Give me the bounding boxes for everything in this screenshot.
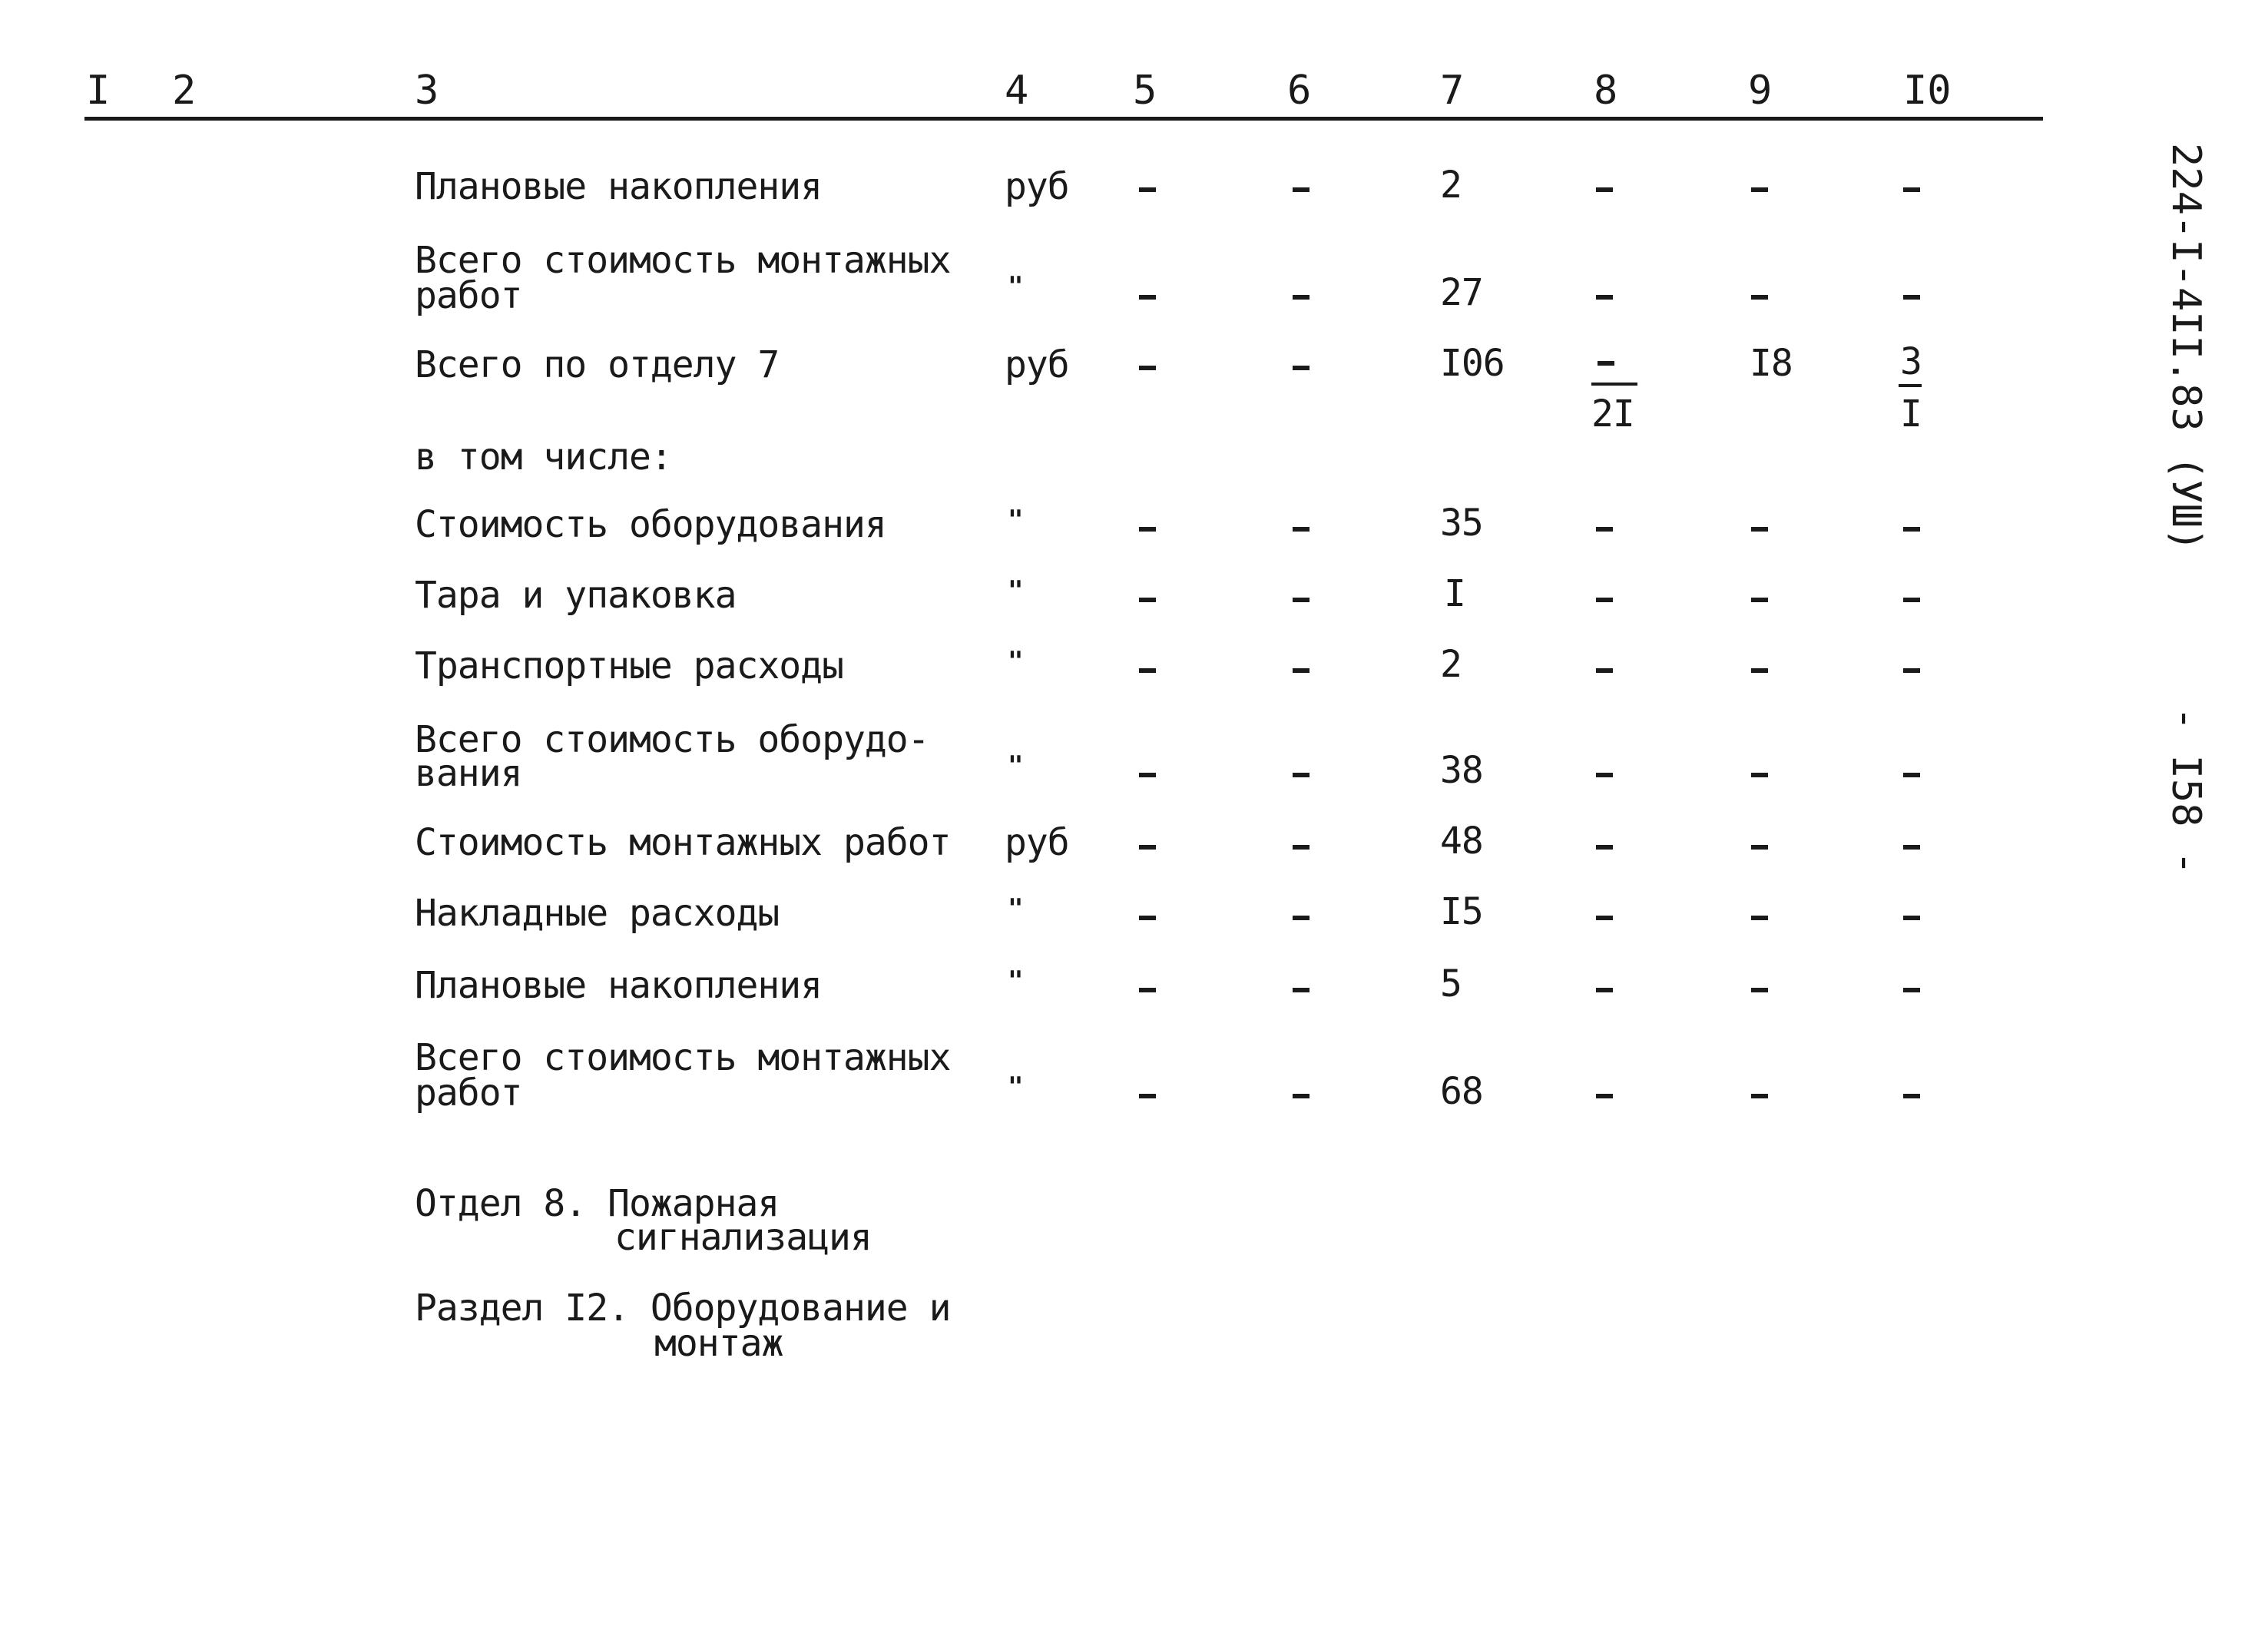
- row-dash-c10: [1903, 845, 1920, 850]
- row-dash-c6: [1293, 527, 1309, 532]
- row-value-c7: 68: [1440, 1070, 1483, 1113]
- row-dash-c10: [1903, 1094, 1920, 1098]
- row-unit: руб: [1005, 343, 1069, 386]
- row-value-c7: 35: [1440, 502, 1483, 545]
- fraction-denominator-c8: 2I: [1591, 393, 1634, 436]
- row-dash-c6: [1293, 598, 1309, 602]
- row-name-line2: вания: [415, 752, 522, 795]
- col-header-3: 3: [415, 68, 439, 114]
- row-value-c7: I06: [1440, 342, 1505, 385]
- row-name: Стоимость оборудования: [415, 503, 886, 546]
- row-dash-c8: [1596, 527, 1613, 532]
- row-dash-c5: [1139, 988, 1156, 992]
- row-name-line1: Всего стоимость монтажных: [415, 239, 951, 282]
- row-dash-c5: [1139, 366, 1156, 370]
- col-header-9: 9: [1748, 68, 1773, 114]
- section-heading-line2: монтаж: [654, 1322, 783, 1365]
- row-dash-c10: [1903, 916, 1920, 920]
- row-dash-c9: [1751, 668, 1768, 673]
- row-dash-c6: [1293, 1094, 1309, 1098]
- section-heading-line1: Раздел I2. Оборудование и: [415, 1287, 951, 1330]
- ditto-mark: ": [1008, 893, 1024, 924]
- section-heading-line1: Отдел 8. Пожарная: [415, 1182, 780, 1225]
- ditto-mark: ": [1008, 1072, 1024, 1102]
- col-header-4: 4: [1005, 68, 1029, 114]
- row-dash-c9: [1751, 1094, 1768, 1098]
- row-value-c7: 5: [1440, 962, 1462, 1005]
- row-dash-c5: [1139, 916, 1156, 920]
- col-header-6: 6: [1287, 68, 1312, 114]
- row-name: Плановые накопления: [415, 964, 823, 1007]
- row-dash-c9: [1751, 916, 1768, 920]
- fraction-line-c8: [1591, 383, 1637, 386]
- row-dash-c6: [1293, 988, 1309, 992]
- fraction-numerator-c10: 3: [1900, 340, 1922, 383]
- row-dash-c10: [1903, 668, 1920, 673]
- ditto-mark: ": [1008, 575, 1024, 606]
- row-value-c9: I8: [1750, 342, 1793, 385]
- row-name: Транспортные расходы: [415, 644, 843, 687]
- row-dash-c5: [1139, 527, 1156, 532]
- row-dash-c10: [1903, 988, 1920, 992]
- row-dash-c6: [1293, 668, 1309, 673]
- fraction-line-c10: [1899, 384, 1922, 387]
- row-value-c7: 27: [1440, 271, 1483, 314]
- row-dash-c8: [1596, 845, 1613, 850]
- row-value-c7: 2: [1440, 643, 1462, 686]
- col-header-10: I0: [1903, 68, 1952, 114]
- document-code: 224-I-4II.83 (УШ): [2163, 143, 2209, 552]
- row-dash-c8: [1596, 187, 1613, 192]
- row-value-c7: I: [1444, 572, 1465, 615]
- row-dash-c10: [1903, 187, 1920, 192]
- row-dash-c5: [1139, 1094, 1156, 1098]
- row-dash-c8: [1596, 773, 1613, 777]
- ditto-mark: ": [1008, 271, 1024, 302]
- row-name: Всего по отделу 7: [415, 343, 780, 386]
- row-dash-c6: [1293, 295, 1309, 300]
- row-dash-c9: [1751, 527, 1768, 532]
- ditto-mark: ": [1008, 966, 1024, 996]
- row-dash-c9: [1751, 598, 1768, 602]
- row-dash-c9: [1751, 187, 1768, 192]
- ditto-mark: ": [1008, 646, 1024, 677]
- row-dash-c10: [1903, 295, 1920, 300]
- row-dash-c6: [1293, 845, 1309, 850]
- row-dash-c5: [1139, 295, 1156, 300]
- row-name: Плановые накопления: [415, 165, 823, 208]
- row-dash-c8: [1596, 668, 1613, 673]
- row-dash-c9: [1751, 295, 1768, 300]
- row-name-line2: работ: [415, 1072, 522, 1115]
- row-name: Тара и упаковка: [415, 574, 737, 617]
- col-header-8: 8: [1594, 68, 1618, 114]
- row-unit: руб: [1005, 821, 1069, 864]
- row-dash-c9: [1751, 988, 1768, 992]
- row-dash-c10: [1903, 598, 1920, 602]
- row-value-c7: 48: [1440, 820, 1483, 863]
- header-rule: [84, 117, 2043, 121]
- ditto-mark: ": [1008, 750, 1024, 781]
- row-value-c7: 38: [1440, 749, 1483, 792]
- row-dash-c5: [1139, 668, 1156, 673]
- row-unit: руб: [1005, 165, 1069, 208]
- fraction-denominator-c10: I: [1900, 393, 1922, 436]
- row-name-line1: Всего стоимость монтажных: [415, 1036, 951, 1079]
- row-dash-c5: [1139, 598, 1156, 602]
- section-heading-line2: сигнализация: [614, 1216, 872, 1259]
- page-number: - I58 -: [2163, 707, 2209, 876]
- col-header-1: I: [86, 68, 111, 114]
- row-value-c7: I5: [1440, 890, 1483, 933]
- row-dash-c10: [1903, 527, 1920, 532]
- row-name-line2: работ: [415, 274, 522, 317]
- col-header-7: 7: [1440, 68, 1465, 114]
- row-dash-c10: [1903, 773, 1920, 777]
- row-dash-c9: [1751, 845, 1768, 850]
- row-dash-c6: [1293, 187, 1309, 192]
- row-dash-c5: [1139, 845, 1156, 850]
- row-dash-c9: [1751, 773, 1768, 777]
- row-value-c7: 2: [1440, 164, 1462, 207]
- row-name: Стоимость монтажных работ: [415, 821, 951, 864]
- ditto-mark: ": [1008, 505, 1024, 535]
- row-dash-c8: [1596, 295, 1613, 300]
- row-subheading: в том числе:: [415, 436, 672, 479]
- col-header-2: 2: [172, 68, 197, 114]
- row-dash-c6: [1293, 916, 1309, 920]
- row-dash-c5: [1139, 773, 1156, 777]
- row-dash-c8: [1596, 988, 1613, 992]
- fraction-numerator-dash-c8: [1598, 361, 1614, 366]
- row-dash-c8: [1596, 598, 1613, 602]
- row-name: Накладные расходы: [415, 892, 780, 935]
- row-dash-c8: [1596, 916, 1613, 920]
- row-name-line1: Всего стоимость оборудо-: [415, 718, 929, 761]
- col-header-5: 5: [1133, 68, 1157, 114]
- row-dash-c6: [1293, 366, 1309, 370]
- row-dash-c5: [1139, 187, 1156, 192]
- row-dash-c8: [1596, 1094, 1613, 1098]
- row-dash-c6: [1293, 773, 1309, 777]
